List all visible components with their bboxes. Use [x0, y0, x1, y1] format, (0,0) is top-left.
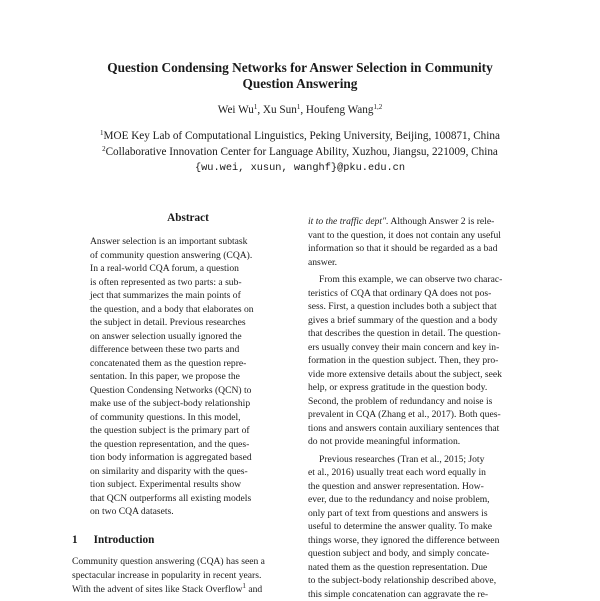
author-name: Houfeng Wang	[305, 104, 374, 116]
author-affiliation-mark: 1	[253, 103, 258, 111]
body-line	[308, 216, 494, 228]
body-line: only part of text from questions and answers is	[308, 507, 488, 519]
author-affiliation-mark: 1,2	[373, 103, 383, 111]
body-line	[72, 584, 262, 596]
abstract-line: the question representation, and the ques-	[90, 438, 250, 450]
author-name: Xu Sun	[262, 104, 297, 116]
body-line: question subject and body, and simply concate-	[308, 548, 490, 559]
abstract-line: on answer selection usually ignored the	[90, 330, 242, 342]
abstract-line: concatenated them as the question repre-	[90, 357, 247, 369]
affiliation-text: MOE Key Lab of Computational Linguistics, Peking University, Beijing, 100871, China	[103, 130, 500, 142]
abstract-line: the subject in detail. Previous researches	[90, 317, 246, 328]
body-line: ers usually convey their main concern and key in-	[308, 341, 500, 353]
abstract-line: on similarity and disparity with the ques-	[90, 465, 248, 477]
abstract-line: tion subject. Experimental results show	[90, 479, 242, 490]
body-text: and	[248, 584, 263, 595]
body-line: prevalent in CQA (Zhang et al., 2017). Both ques-	[308, 409, 501, 420]
author-affiliation-mark: 1	[296, 103, 301, 111]
abstract-line: of community questions. In this model,	[90, 411, 241, 423]
abstract-line: ject that summarizes the main points of	[90, 290, 241, 301]
body-line: vant to the question, it does not contain any useful	[308, 229, 501, 241]
body-line: et al., 2016) usually treat each word equally in	[308, 467, 486, 478]
abstract-line: make use of the subject-body relationship	[90, 398, 251, 409]
body-line: Second, the problem of redundancy and noise is	[308, 395, 493, 407]
title-line: Question Condensing Networks for Answer Selection in Community	[107, 60, 493, 75]
body-line: Community question answering (CQA) has seen a	[72, 556, 265, 567]
quoted-text: it to the traffic dept".	[308, 216, 389, 227]
abstract-line: tion body information is aggregated based	[90, 452, 252, 463]
section-heading	[72, 534, 154, 546]
body-line: that describes the question in detail. The question-	[308, 328, 501, 339]
abstract-line: that QCN outperforms all existing models	[90, 492, 252, 504]
body-line: this simple concatenation can aggravate the re-	[308, 588, 489, 600]
abstract-heading: Abstract	[167, 212, 209, 224]
body-line: tions and answers contain auxiliary sentences that	[308, 422, 500, 434]
abstract-line: In a real-world CQA forum, a question	[90, 263, 239, 274]
body-line: Previous researches (Tran et al., 2015; Joty	[319, 453, 485, 465]
body-line: teristics of CQA that ordinary QA does not pos-	[308, 287, 492, 299]
abstract-line: is often represented as two parts: a sub-	[90, 276, 242, 288]
affiliation-2	[0, 146, 600, 158]
body-line: answer.	[308, 256, 338, 268]
body-line: gives a brief summary of the question and a body	[308, 314, 498, 326]
body-line: spectacular increase in popularity in recent years.	[72, 570, 262, 581]
abstract-line: the question, and a body that elaborates on	[90, 303, 254, 315]
section-number: 1	[72, 534, 78, 546]
abstract-line: Answer selection is an important subtask	[90, 236, 248, 247]
body-line: things worse, they ignored the difference between	[308, 534, 500, 546]
affiliation-mark: 1	[100, 129, 104, 137]
abstract-line: sentation. In this paper, we propose the	[90, 371, 240, 382]
body-line: help, or express gratitude in the question body.	[308, 382, 488, 393]
affiliation-1	[0, 130, 600, 142]
body-line: sess. First, a question includes both a subject that	[308, 301, 497, 312]
body-line: vide more extensive details about the subject, seek	[308, 368, 502, 380]
author-email: {wu.wei, xusun, wanghf}@pku.edu.cn	[194, 162, 406, 174]
paper-title	[60, 60, 540, 92]
abstract-line: the question subject is the primary part of	[90, 425, 250, 436]
body-text: Although Answer 2 is rele-	[388, 216, 495, 227]
body-line: formation in the question subject. Then, they pro-	[308, 355, 499, 366]
abstract-line: Question Condensing Networks (QCN) to	[90, 384, 252, 396]
body-line: nated them as the question representation. Due	[308, 561, 488, 573]
section-title: Introduction	[93, 534, 155, 546]
body-line: ever, due to the redundancy and noise problem,	[308, 494, 490, 505]
body-line: useful to determine the answer quality. To make	[308, 521, 492, 532]
body-text: With the advent of sites like Stack Overflow	[72, 584, 243, 595]
body-line: the question and answer representation. How-	[308, 480, 484, 492]
body-line: to the subject-body relationship described above,	[308, 575, 497, 586]
title-line: Question Answering	[242, 76, 358, 91]
affiliation-mark: 2	[102, 145, 106, 153]
abstract-line: on two CQA datasets.	[90, 506, 174, 517]
body-line: From this example, we can observe two charac-	[319, 274, 503, 285]
author-list: Wei Wu$^1$, Xu Sun$^1$, Houfeng Wang$^{1,2}$	[217, 103, 383, 116]
affiliation-text: Collaborative Innovation Center for Language Ability, Xuzhou, Jiangsu, 221009, China	[105, 146, 498, 158]
abstract-line: difference between these two parts and	[90, 344, 240, 355]
abstract-line: of community question answering (CQA).	[90, 249, 253, 261]
author-name: Wei Wu	[217, 104, 254, 116]
body-line: do not provide meaningful information.	[308, 436, 461, 447]
footnote-mark: 1	[242, 582, 246, 590]
body-line: information so that it should be regarded as a bad	[308, 243, 498, 254]
